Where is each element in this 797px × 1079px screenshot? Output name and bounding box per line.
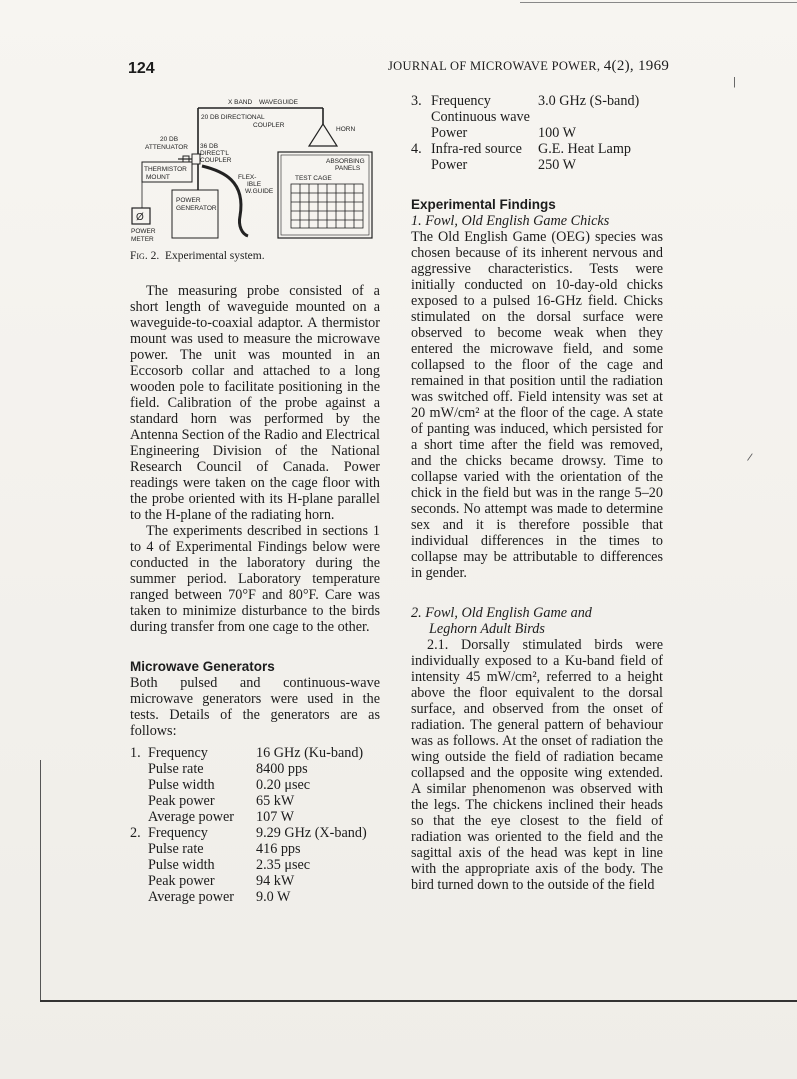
power-generator-label-1: POWER	[176, 197, 201, 204]
spacer	[411, 173, 663, 197]
figure-caption	[130, 250, 265, 262]
experimental-system-figure	[128, 96, 393, 246]
section-2-heading-line-2: Leghorn Adult Birds	[429, 621, 545, 637]
spec-number	[411, 157, 431, 173]
right-column	[411, 93, 663, 893]
spec-row	[130, 761, 380, 777]
spec-label: Peak power	[148, 793, 215, 809]
spec-row	[130, 857, 380, 873]
spec-row	[130, 745, 380, 761]
spec-label: Infra-red source	[431, 141, 522, 157]
generator-spec-list-continued	[411, 93, 663, 173]
spec-label: Frequency	[148, 825, 208, 841]
test-cage-label: TEST CAGE	[295, 175, 332, 182]
spec-label: Pulse width	[148, 777, 215, 793]
journal-name: JOURNAL OF MICROWAVE POWER,	[388, 59, 604, 73]
spec-label: Peak power	[148, 873, 215, 889]
spec-label: Pulse rate	[148, 841, 204, 857]
journal-volume: 4(2), 1969	[603, 58, 670, 74]
scan-mark: /	[746, 451, 754, 465]
power-meter-label-1: POWER	[131, 228, 156, 235]
spec-number	[411, 109, 431, 125]
spec-label: Power	[431, 125, 468, 141]
spec-label: Average power	[148, 889, 234, 905]
spec-row	[411, 125, 663, 141]
left-margin-rule	[40, 760, 41, 1000]
horn-antenna	[309, 124, 337, 146]
spec-number	[130, 889, 148, 905]
spec-row	[411, 141, 663, 157]
spec-number	[130, 857, 148, 873]
waveguide-label: WAVEGUIDE	[259, 99, 299, 106]
power-meter-label-2: METER	[131, 236, 154, 243]
figure-caption-label: Fig. 2.	[130, 250, 160, 262]
spec-row	[411, 93, 663, 109]
absorbing-panels-label-1: ABSORBING	[326, 158, 365, 165]
spec-value: 2.35 μsec	[256, 857, 311, 873]
x-band-label: X BAND	[228, 99, 253, 106]
oeg-chicks-paragraph: The Old English Game (OEG) species was chosen because of its inherent nervous and aggressive characteristics. Tests were initially conducted on 10-day-old chicks exposed to a pulsed 16-GHz field. Chicks stimulated on the dorsal surface were observed to become weak when they entered the microwave field, and some collapsed to the floor of the cage and remained in that position until the radiation was switched off. Field intensity was set at 20 mW/cm² at the floor of the cage. A state of panting was induced, which persisted for a short time after the field was removed, and the chicks became drowsy. Time to collapse varied with the orientation of the chick in the field but was in the range 5–20 seconds. No attempt was made to determine sex and it is therefore possible that individual differences in the times to collapse may be attributable to differences in gender.	[411, 229, 663, 581]
spec-number	[130, 841, 148, 857]
spec-row	[130, 777, 380, 793]
adult-birds-paragraph: 2.1. Dorsally stimulated birds were individually exposed to a Ku-band field of intensity 45 mW/cm², referred to a height above the floor equivalent to the dorsal surface, and observed from the onset of radiation. The general pattern of behaviour was as follows. At the onset of radiation the wing outside the field of radiation became collapsed and the opposite wing extended. A similar phenomenon was observed with the legs. The chickens inclined their heads so that the eye closest to the field of radiation was oriented to the field and the sagittal axis of the head was kept in line with the appropriate axis of the body. The bird turned down to the outside of the field	[411, 637, 663, 893]
spec-row	[130, 825, 380, 841]
flexible-label-2: IBLE	[247, 181, 262, 188]
spec-value: 9.29 GHz (X-band)	[256, 825, 367, 841]
spec-label: Frequency	[431, 93, 491, 109]
spec-value: 0.20 μsec	[256, 777, 311, 793]
spec-number	[130, 761, 148, 777]
directional-coupler-label-1: 20 DB DIRECTIONAL	[201, 114, 265, 121]
test-cage-grid	[291, 184, 363, 228]
probe-paragraph: The measuring probe consisted of a short length of waveguide mounted on a waveguide-to-coaxial adaptor. A thermistor mount was used to measure the microwave power. The unit was mounted in an Eccosorb collar and attached to a long wooden pole to facilitate positioning in the field. Calibration of the probe against a standard horn was performed by the Antenna Section of the Radio and Electrical Engineering Division of the National Research Council of Canada. Power readings were taken on the cage floor with the probe oriented with its H-plane parallel to the H-plane of the radiating horn.	[130, 283, 380, 523]
attenuator-label-1: 20 DB	[160, 136, 179, 143]
horn-label: HORN	[336, 126, 356, 133]
direct-coupler-label-1: 36 DB	[200, 143, 219, 150]
spec-label: Pulse width	[148, 857, 215, 873]
spec-number	[130, 777, 148, 793]
spec-value: G.E. Heat Lamp	[538, 141, 631, 157]
spec-number: 3.	[411, 93, 422, 109]
spec-number: 1.	[130, 745, 141, 761]
absorbing-panels-label-2: PANELS	[335, 165, 361, 172]
section-2-heading-line-1: 2. Fowl, Old English Game and	[411, 605, 592, 621]
left-column	[130, 283, 380, 905]
bottom-rule	[40, 1000, 797, 1002]
top-edge-line	[520, 2, 797, 3]
spec-value: 8400 pps	[256, 761, 308, 777]
direct-coupler-label-3: COUPLER	[200, 157, 232, 164]
generators-intro: Both pulsed and continuous-wave microwave generators were used in the tests. Details of the generators are as follows:	[130, 675, 380, 739]
laboratory-paragraph: The experiments described in sections 1 to 4 of Experimental Findings below were conducted in the laboratory during the summer period. Laboratory temperature ranged between 70°F and 80°F. Care was taken to minimize disturbance to the birds during transfer from one cage to the other.	[130, 523, 380, 635]
attenuator-label-2: ATTENUATOR	[145, 144, 188, 151]
power-meter-symbol: Ø	[136, 212, 144, 223]
coupler-block	[192, 154, 200, 164]
experimental-findings-heading: Experimental Findings	[411, 197, 556, 212]
flexible-label-1: FLEX-	[238, 174, 257, 181]
spec-value: 100 W	[538, 125, 576, 141]
spec-value: 416 pps	[256, 841, 301, 857]
generator-spec-list	[130, 745, 380, 905]
spec-value: 3.0 GHz (S-band)	[538, 93, 640, 109]
spec-number: 2.	[130, 825, 141, 841]
section-1-heading: 1. Fowl, Old English Game Chicks	[411, 213, 610, 229]
spec-value: 9.0 W	[256, 889, 291, 905]
spec-label: Average power	[148, 809, 234, 825]
spec-value: 16 GHz (Ku-band)	[256, 745, 364, 761]
spacer	[411, 581, 663, 605]
spec-value: 250 W	[538, 157, 576, 173]
spec-row	[130, 841, 380, 857]
spec-number	[130, 793, 148, 809]
spec-label: Power	[431, 157, 468, 173]
spec-value: 94 kW	[256, 873, 295, 889]
spec-row	[130, 793, 380, 809]
spec-row	[411, 109, 663, 125]
spec-row	[411, 157, 663, 173]
spacer	[130, 635, 380, 659]
directional-coupler-label-2: COUPLER	[253, 122, 285, 129]
spec-label: Pulse rate	[148, 761, 204, 777]
thermistor-label-2: MOUNT	[146, 174, 170, 181]
flexible-label-3: W.GUIDE	[245, 188, 274, 195]
spec-value: 107 W	[256, 809, 294, 825]
page-number: 124	[128, 60, 155, 77]
spec-row	[130, 873, 380, 889]
spec-number	[130, 873, 148, 889]
power-generator-label-2: GENERATOR	[176, 205, 217, 212]
direct-coupler-label-2: DIRECT'L	[200, 150, 230, 157]
thermistor-label-1: THERMISTOR	[144, 166, 187, 173]
microwave-generators-heading: Microwave Generators	[130, 659, 275, 674]
spec-number	[411, 125, 431, 141]
spec-label: Frequency	[148, 745, 208, 761]
spec-value: 65 kW	[256, 793, 295, 809]
scan-mark: |	[733, 76, 736, 88]
spec-row	[130, 809, 380, 825]
spec-value	[538, 109, 663, 125]
spec-number: 4.	[411, 141, 422, 157]
running-head	[388, 58, 669, 75]
spec-row	[130, 889, 380, 905]
figure-caption-text: Experimental system.	[164, 250, 265, 262]
spec-number	[130, 809, 148, 825]
spec-label: Continuous wave	[431, 109, 530, 125]
